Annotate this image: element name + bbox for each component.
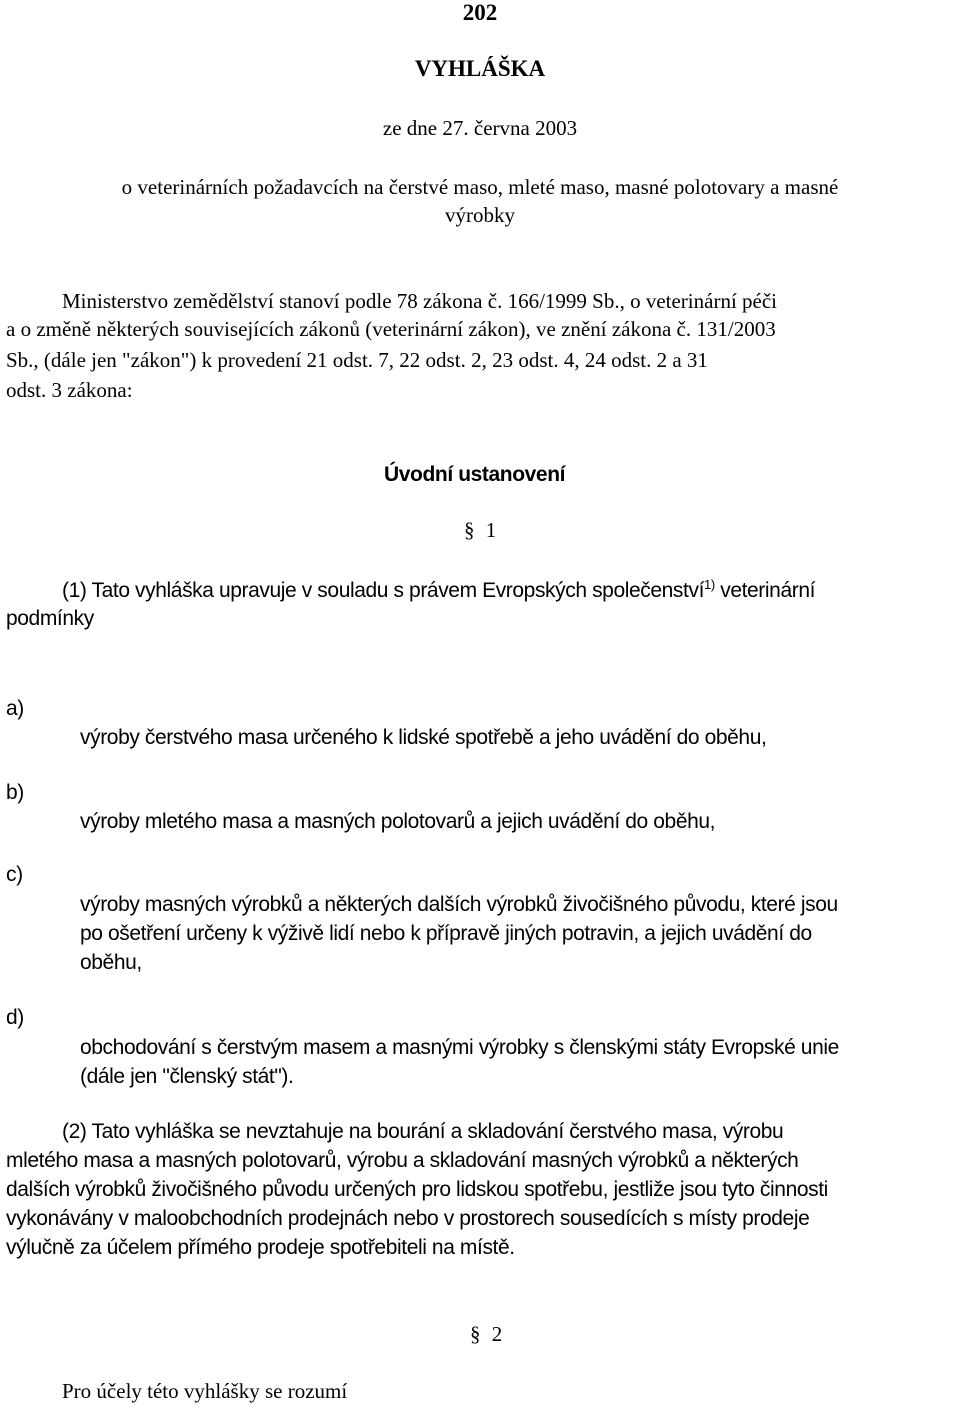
section-2-number: 2 bbox=[491, 1322, 503, 1346]
preamble-line-1: Ministerstvo zemědělství stanoví podle 78 zákona č. 166/1999 Sb., o veterinární péči bbox=[62, 289, 778, 313]
list-item-c-text-line-3: oběhu, bbox=[80, 951, 142, 974]
document-type: VYHLÁŠKA bbox=[414, 56, 546, 81]
paragraph-1-text-end: veterinární bbox=[714, 579, 816, 602]
list-item-d-text-line-1: obchodování s čerstvým masem a masnými výrobky s členskými státy Evropské unie bbox=[80, 1036, 839, 1059]
list-item-a-label: a) bbox=[6, 697, 24, 720]
paragraph-1-line-2: podmínky bbox=[6, 607, 94, 630]
paragraph-sign: § bbox=[470, 1322, 481, 1346]
paragraph-2-line-2: mletého masa a masných polotovarů, výrobu a skladování masných výrobků a některých bbox=[6, 1149, 799, 1172]
section-1-mark bbox=[464, 518, 496, 543]
list-item-d-text-line-2: (dále jen "členský stát"). bbox=[80, 1065, 294, 1088]
document-date: ze dne 27. června 2003 bbox=[382, 116, 578, 140]
document-number: 202 bbox=[462, 0, 498, 25]
paragraph-2-line-4: vykonávány v maloobchodních prodejnách nebo v prostorech sousedících s místy prodeje bbox=[6, 1207, 810, 1230]
section-1-number: 1 bbox=[485, 518, 497, 542]
paragraph-2-line-5: výlučně za účelem přímého prodeje spotřebiteli na místě. bbox=[6, 1236, 515, 1259]
paragraph-2-line-1: (2) Tato vyhláška se nevztahuje na bourání a skladování čerstvého masa, výrobu bbox=[62, 1120, 784, 1143]
list-item-c-text-line-1: výroby masných výrobků a některých dalších výrobků živočišného původu, které jsou bbox=[80, 893, 838, 916]
list-item-a-text: výroby čerstvého masa určeného k lidské spotřebě a jeho uvádění do oběhu, bbox=[80, 726, 767, 749]
preamble-line-3: Sb., (dále jen "zákon") k provedení 21 odst. 7, 22 odst. 2, 23 odst. 4, 24 odst. 2 a 31 bbox=[6, 348, 708, 372]
document-title-line-2: výrobky bbox=[445, 203, 515, 227]
list-item-d-label: d) bbox=[6, 1006, 24, 1029]
paragraph-1-line-1 bbox=[62, 579, 815, 603]
preamble-line-4: odst. 3 zákona: bbox=[6, 378, 133, 402]
paragraph-sign: § bbox=[464, 518, 475, 542]
list-item-b-text: výroby mletého masa a masných polotovarů a jejich uvádění do oběhu, bbox=[80, 810, 716, 833]
footnote-reference: 1) bbox=[704, 577, 715, 592]
section-2-mark bbox=[470, 1322, 502, 1347]
list-item-c-text-line-2: po ošetření určeny k výživě lidí nebo k přípravě jiných potravin, a jejich uvádění do bbox=[80, 922, 812, 945]
section-heading: Úvodní ustanovení bbox=[384, 463, 566, 486]
paragraph-2-line-3: dalších výrobků živočišného původu určených pro lidskou spotřebu, jestliže jsou tyto činnosti bbox=[6, 1178, 828, 1201]
preamble-line-2: a o změně některých souvisejících zákonů (veterinární zákon), ve znění zákona č. 131/2003 bbox=[6, 317, 776, 341]
document-title-line-1: o veterinárních požadavcích na čerstvé maso, mleté maso, masné polotovary a masné bbox=[121, 175, 839, 199]
section-2-intro: Pro účely této vyhlášky se rozumí bbox=[62, 1379, 348, 1403]
list-item-c-label: c) bbox=[6, 863, 23, 886]
list-item-b-label: b) bbox=[6, 781, 24, 804]
paragraph-1-text: (1) Tato vyhláška upravuje v souladu s právem Evropských společenství bbox=[62, 579, 705, 602]
